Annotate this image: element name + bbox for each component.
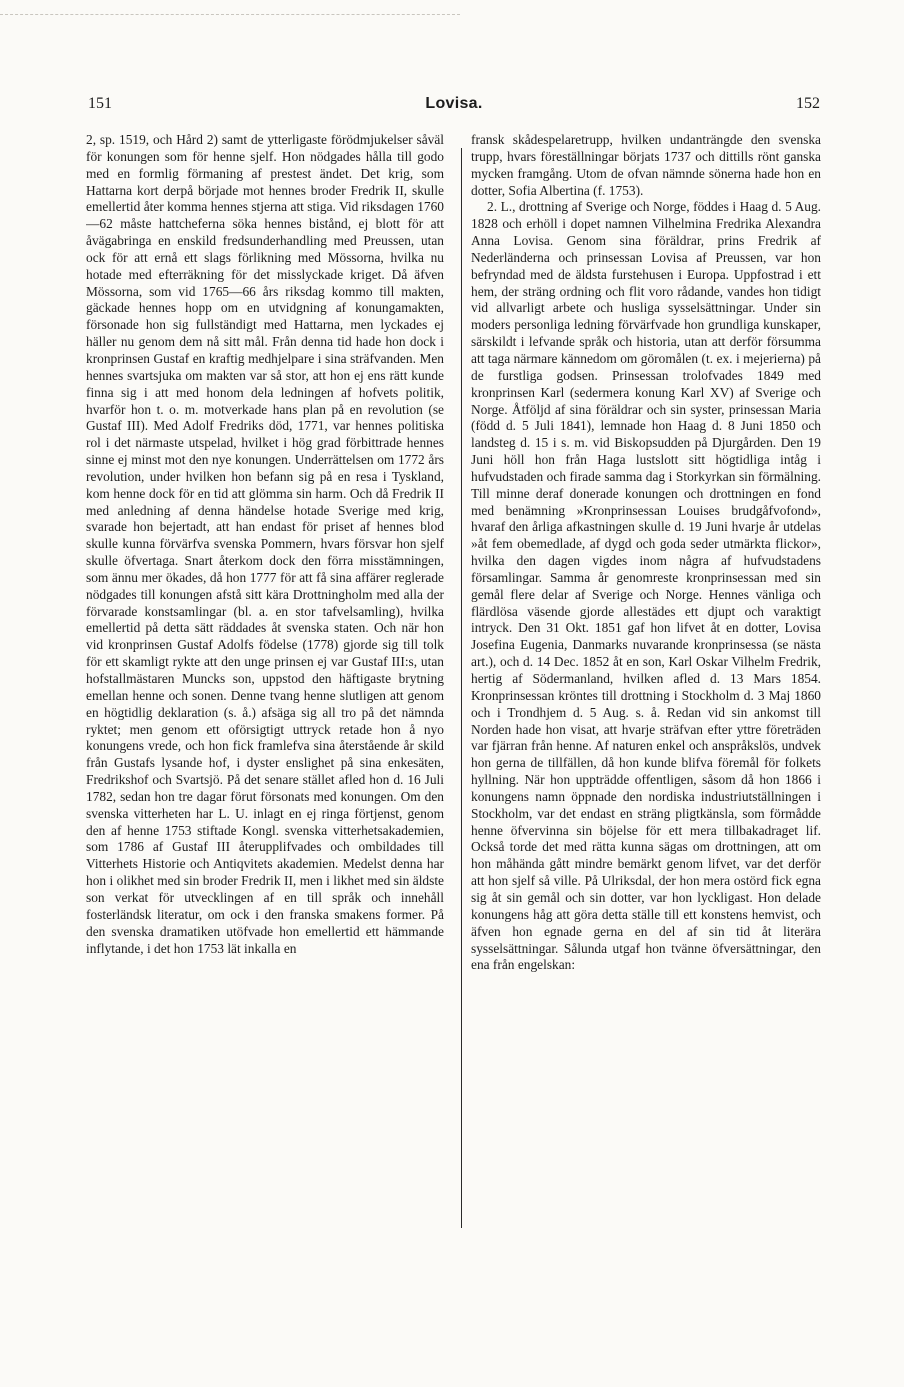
page-edge-mark (0, 14, 460, 15)
page-header (88, 95, 820, 119)
page-number-right: 152 (796, 95, 820, 112)
right-column (471, 132, 821, 1242)
left-column (86, 132, 444, 1242)
column-divider (461, 148, 462, 1228)
right-column-paragraph-2: 2. L., drottning af Sverige och Norge, föddes i Haag d. 5 Aug. 1828 och erhöll i dopet namnen Vilhelmina Fredrika Alexandra Anna Lovisa. Genom sina föräldrar, prins Fredrik af Nederländerna och prinsessan Lovisa af Preussen, var hon befryndad med de äldsta furstehusen i Europa. Uppfostrad i ett hem, der sträng ordning och flit voro rådande, vandes hon tidigt vid allvarligt arbete och husliga sysselsättningar. Under sin moders personliga ledning förvärfvade hon grundliga kunskaper, särskildt i lefvande språk och historia, utan att derför försumma att taga närmare kännedom om göromålen (t. ex. i mejerierna) på de furstliga godsen. Prinsessan trolofvades 1849 med kronprinsen Karl (sedermera konung Karl XV) af Sverige och Norge. Åtföljd af sina föräldrar och sin syster, prinsessan Maria (född d. 5 Juli 1841), lemnade hon Haag d. 8 Juni 1850 och landsteg d. 15 i s. m. vid Biskopsudden på Djurgården. Den 19 Juni höll hon från Haga lustslott sitt högtidliga intåg i hufvudstaden och firade samma dag i Storkyrkan sin förmälning. Till minne deraf donerade konungen och drottningen en fond med benämning »Kronprinsessan Louises brudgåfvofond», hvaraf den årliga afkastningen skulle d. 19 Juni hvarje år utdelas »åt fem obemedlade, af dygd och goda seder utmärkta flickor», hvilka den dagen vigdes inom några af hufvudstadens församlingar. Samma år genomreste kronprinsessan med sin gemål flere delar af Sverige och Norge. Hennes vänliga och flärdlösa väsende gjorde allestädes ett djupt och varaktigt intryck. Den 31 Okt. 1851 gaf hon lifvet åt en dotter, Lovisa Josefina Eugenia, Danmarks nuvarande kronprinsessa (se nästa art.), och d. 14 Dec. 1852 åt en son, Karl Oskar Vilhelm Fredrik, hertig af Södermanland, hvilken afled d. 13 Mars 1854. Kronprinsessan kröntes till drottning i Stockholm d. 3 Maj 1860 och i Trondhjem d. 5 Aug. s. å. Redan vid sin ankomst till Norden hade hon visat, att hvarje sträfvan efter yttre företräden var fjärran från henne. Af naturen enkel och anspråkslös, undvek hon gerna de tillfällen, då hon kunde blifva föremål för folkets hyllning. När hon uppträdde offentligen, såsom då hon 1866 i konungens namn öppnade den nordiska industriutställningen i Stockholm, var det endast en sträng pligtkänsla, som förmådde henne öfvervinna sin böjelse för ett mera tillbakadraget lif. Också torde det med rätta kunna sägas om drottningen, att om hon måhända gått mindre bemärkt genom lifvet, var det derför att hon sjelf så ville. På Ulriksdal, der hon mera ostörd fick egna sig åt sin gemål och sin dotter, var hon lyckligast. Hon delade konungens håg att göra detta ställe till ett konstens hemvist, och äfven hon egnade gerna en del af sin tid åt literära sysselsättningar. Sålunda utgaf hon tvänne öfversättningar, den ena från engelskan: (471, 199, 821, 973)
left-column-text: 2, sp. 1519, och Hård 2) samt de ytterligaste förödmjukelser såväl för konungen som för henne sjelf. Hon nödgades hålla till godo med en formlig förmaning af prestest ändet. Det krig, som Hattarna kort derpå började mot hennes broder Fredrik II, skulle emellertid åter komma hennes stjerna att stiga. Vid riksdagen 1760—62 måste hattcheferna söka hennes bistånd, ej blott för att åvägabringa en enskild fredsunderhandling med Preussen, utan ock för att ernå ett slags förlikning med Mössorna, hvilka nu hotade med efterräkning för det misslyckade kriget. Då äfven Mössorna, som vid 1765—66 års riksdag kommo till makten, gäckade hennes hopp om en utvidgning af konungamakten, försonade hon sig fullständigt med Hattarna, men lyckades ej häller nu genom dem nå sitt mål. Från denna tid hade hon dock i kronprinsen Gustaf en kraftig medhjelpare i sina sträfvanden. Men hennes svartsjuka om makten var så stor, att hon ej ens rätt kunde finna sig i att med honom dela ledningen af hofvets politik, hvarför hon t. o. m. motverkade hans plan på en revolution (se Gustaf III). Med Adolf Fredriks död, 1771, var hennes politiska rol i det närmaste utspelad, hvilket i hög grad förbittrade hennes sinne ej minst mot den nye konungen. Underrättelsen om 1772 års revolution, under hvilken hon befann sig på en resa i Tyskland, kom henne dock för en tid att glömma sin harm. Och då Fredrik II med anledning af denna händelse hotade Sverige med krig, svarade hon bejertadt, att han endast för priset af hennes blod skulle kunna förvärfva svenska Pommern, hvars försvar hon sjelf skulle öfvertaga. Snart återkom dock den förra misstämningen, som ännu mer ökades, då hon 1777 för att få sina affärer reglerade nödgades till konungen afstå sitt kära Drottningholm med alla der förvarade konstsamlingar (bl. a. en stor tafvelsamling), hvilka emellertid på detta sätt räddades åt svenska staten. Och när hon vid kronprinsen Gustaf Adolfs födelse (1778) gjorde sig till tolk för ett skamligt rykte att den unge prinsen ej var Gustaf III:s, utan hofstallmästaren Muncks son, uppstod den häftigaste brytning emellan henne och sonen. Denne tvang henne slutligen att genom en högtidlig deklaration (s. å.) afsäga sig all tro på det nämnda ryktet; men genom ett oförsigtigt uttryck retade hon å nyo konungens vrede, och hon fick framlefva sina återstående år skild från Gustafs lysande hof, i dyster enslighet på sina enkesäten, Fredrikshof och Svartsjö. På det senare stället afled hon d. 16 Juli 1782, sedan hon tre dagar förut försonats med konungen. Om den svenska vitterheten har L. U. inlagt en ej ringa förtjenst, genom den af henne 1753 stiftade Kongl. svenska vitterhetsakademien, som 1786 af Gustaf III återupplifvades och ombildades till Vitterhets Historie och Antiqvitets akademien. Medelst denna har hon i olikhet med sin broder Fredrik II, men i likhet med sin äldste son verkat för utvecklingen af en till språk och innehåll fosterländsk literatur, om ock i den franska smakens former. På den svenska dramatiken utöfvade hon emellertid ett hämmande inflytande, i det hon 1753 lät inkalla en (86, 132, 444, 956)
running-head-title: Lovisa. (425, 95, 483, 112)
right-column-paragraph-1: fransk skådespelaretrupp, hvilken undanträngde den svenska trupp, hvars föreställningar börjats 1737 och dittills rönt ganska mycken framgång. Utom de ofvan nämnde sönerna hade hon en dotter, Sofia Albertina (f. 1753). (471, 132, 821, 198)
page-number-left: 151 (88, 95, 112, 112)
